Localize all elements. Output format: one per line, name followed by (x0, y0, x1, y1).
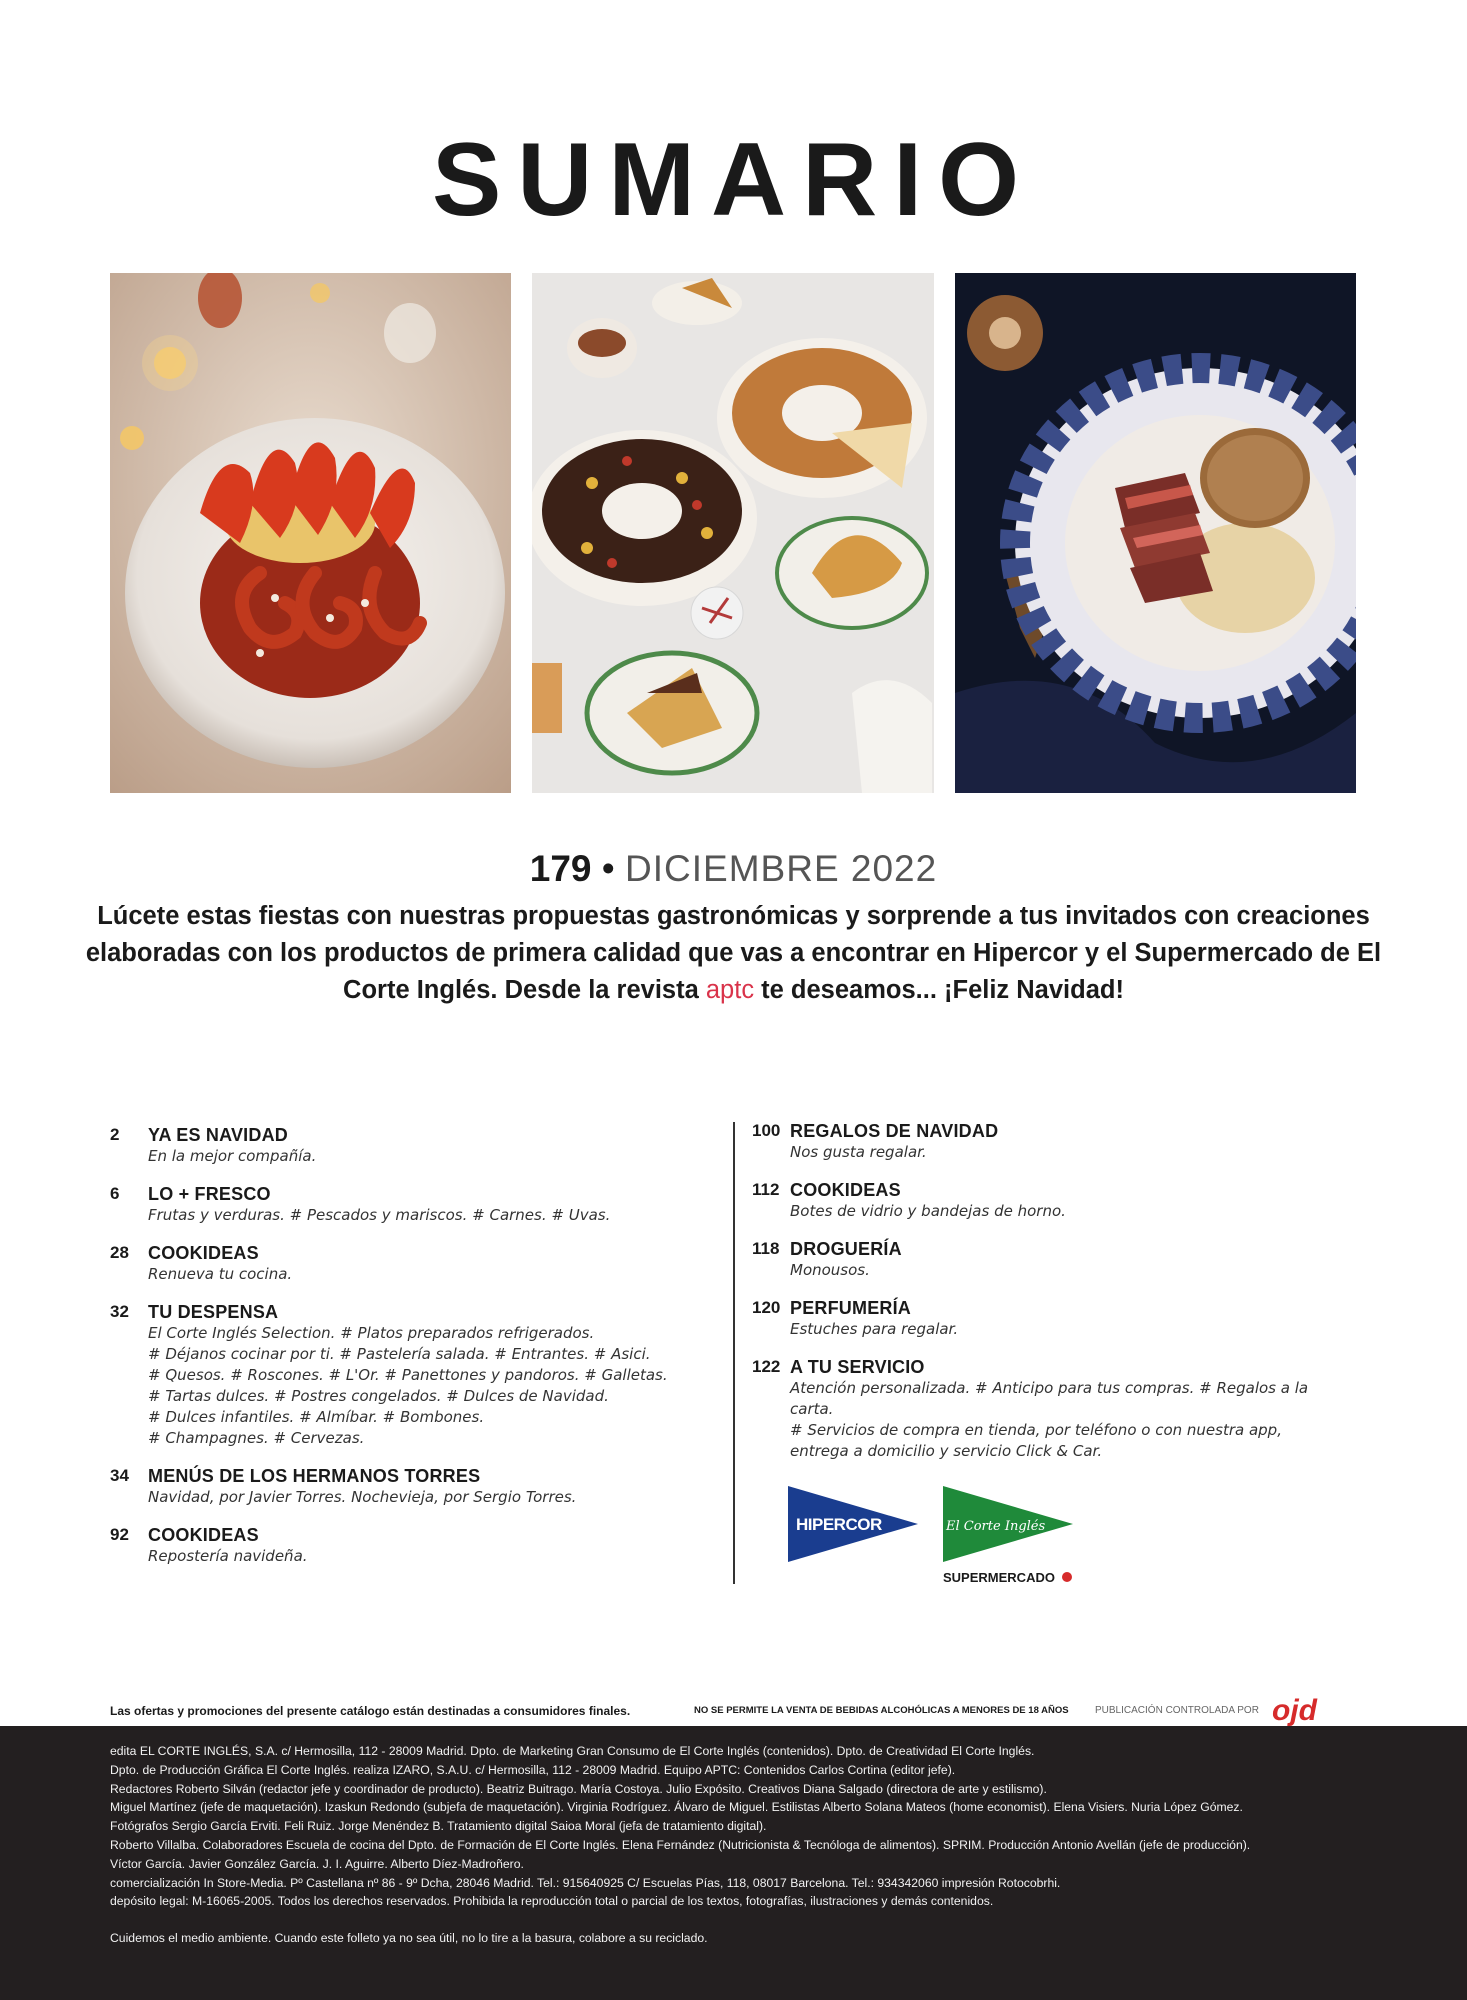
toc-title: LO + FRESCO (148, 1184, 271, 1204)
toc-page-number: 100 (752, 1121, 781, 1140)
el-corte-ingles-logo (943, 1486, 1073, 1585)
toc-title: COOKIDEAS (148, 1525, 259, 1545)
toc-title: COOKIDEAS (148, 1243, 259, 1263)
intro-paragraph (60, 898, 1407, 1009)
toc-entry[interactable] (110, 1183, 710, 1226)
toc-entry[interactable] (110, 1301, 710, 1449)
toc-description: Frutas y verduras. # Pescados y mariscos. # Carnes. # Uvas. (148, 1206, 611, 1224)
toc-title: YA ES NAVIDAD (148, 1125, 288, 1145)
ojd-label: ojd (1272, 1694, 1317, 1726)
controlled-by-label: PUBLICACIÓN CONTROLADA POR (1095, 1705, 1259, 1716)
footer-notices (110, 1694, 1360, 1726)
credits-line: Fotógrafos Sergio García Erviti. Feli Ruiz. Jorge Menéndez B. Tratamiento digital Saioa Moral (jefa de tratamiento digital). (110, 1819, 767, 1834)
environment-notice: Cuidemos el medio ambiente. Cuando este folleto ya no sea útil, no lo tire a la basura, colabore a su reciclado. (110, 1931, 708, 1946)
toc-page-number: 118 (752, 1239, 780, 1258)
intro-text-after: te deseamos... ¡Feliz Navidad! (754, 976, 1124, 1004)
toc-description: El Corte Inglés Selection. # Platos preparados refrigerados. # Déjanos cocinar por ti. # Pastelería salada. # Entrantes. # Asici. # Quesos. # Roscones. # L'Or. # Panettones y pandoros. # Galletas. # Tartas dulces. # Postres congelados. # Dulces de Navidad. # Dulces infantiles. # Almíbar. # Bombones. # Champagnes. # Cervezas. (148, 1324, 668, 1447)
store-logos (788, 1486, 1088, 1586)
toc-page-number: 6 (110, 1184, 120, 1203)
toc-page-number: 122 (752, 1357, 781, 1376)
toc-page-number: 34 (110, 1466, 129, 1485)
supermercado-label: SUPERMERCADO (943, 1570, 1055, 1585)
toc-title: DROGUERÍA (790, 1239, 902, 1259)
hipercor-logo (788, 1486, 918, 1562)
toc-left-column (110, 1124, 710, 1583)
credits-line: Roberto Villalba. Colaboradores Escuela de cocina del Dpto. de Formación de El Corte Inglés. Elena Fernández (Nutricionista & Tecnóloga de alimentos). SPRIM. Producción Antonio Avellán (jefe de producción). (110, 1837, 1251, 1852)
toc-title: MENÚS DE LOS HERMANOS TORRES (148, 1466, 481, 1486)
toc-entry[interactable] (110, 1242, 710, 1285)
credits-line: Víctor García. Javier González García. J. I. Aguirre. Alberto Díez-Madroñero. (110, 1856, 524, 1871)
toc-description: Repostería navideña. (148, 1547, 308, 1565)
toc-entry[interactable] (752, 1297, 1352, 1340)
credits-panel (0, 1726, 1467, 2000)
page-title: SUMARIO (431, 122, 1036, 238)
photo-prawns-octopus (110, 273, 511, 793)
toc-entry[interactable] (752, 1356, 1352, 1462)
issue-number: 179 (529, 848, 592, 889)
toc-page-number: 92 (110, 1525, 129, 1544)
toc-entry[interactable] (110, 1524, 710, 1567)
hipercor-label: HIPERCOR (796, 1515, 882, 1534)
toc-page-number: 32 (110, 1302, 129, 1321)
credits-line: depósito legal: M-16065-2005. Todos los derechos reservados. Prohibida la reproducción total o parcial de los textos, fotografías, ilustraciones y demás contenidos. (110, 1894, 994, 1909)
issue-separator: • (601, 848, 615, 889)
column-divider (733, 1122, 735, 1584)
toc-page-number: 112 (752, 1180, 780, 1199)
photo-steak (955, 273, 1356, 793)
toc-title: COOKIDEAS (790, 1180, 901, 1200)
toc-description: En la mejor compañía. (148, 1147, 317, 1165)
credits-line: Redactores Roberto Silván (redactor jefe y coordinador de producto). Beatriz Buitrago. María Costoya. Julio Expósito. Creativos Diana Salgado (directora de arte y estilismo). (110, 1781, 1047, 1796)
credits-line: Dpto. de Producción Gráfica El Corte Inglés. realiza IZARO, S.A.U. c/ Hermosilla, 112 - 28009 Madrid. Equipo APTC: Contenidos Carlos Cortina (editor jefe). (110, 1762, 956, 1777)
toc-description: Navidad, por Javier Torres. Nochevieja, por Sergio Torres. (148, 1488, 577, 1506)
credits-line: edita EL CORTE INGLÉS, S.A. c/ Hermosilla, 112 - 28009 Madrid. Dpto. de Marketing Gran Consumo de El Corte Inglés (contenidos). Dpto. de Creatividad El Corte Inglés. (110, 1744, 1035, 1758)
toc-description: Botes de vidrio y bandejas de horno. (790, 1202, 1066, 1220)
photo-roscones (532, 273, 934, 793)
toc-entry[interactable] (752, 1179, 1352, 1222)
alcohol-notice: NO SE PERMITE LA VENTA DE BEBIDAS ALCOHÓLICAS A MENORES DE 18 AÑOS (694, 1705, 1069, 1716)
ojd-logo (1270, 1694, 1350, 1726)
offers-notice: Las ofertas y promociones del presente catálogo están destinadas a consumidores finales. (110, 1704, 631, 1718)
toc-page-number: 120 (752, 1298, 781, 1317)
toc-page-number: 28 (110, 1243, 129, 1262)
toc-right-column (752, 1120, 1352, 1478)
toc-entry[interactable] (752, 1120, 1352, 1163)
toc-description: Nos gusta regalar. (790, 1143, 927, 1161)
toc-entry[interactable] (110, 1465, 710, 1508)
toc-title: A TU SERVICIO (790, 1357, 925, 1377)
toc-entry[interactable] (752, 1238, 1352, 1281)
credits-line: Miguel Martínez (jefe de maquetación). Izaskun Redondo (subjefa de maquetación). Virginia Rodríguez. Álvaro de Miguel. Estilistas Alberto Solana Mateos (home economist). Elena Visiers. Nuria López Gómez. (110, 1800, 1243, 1815)
intro-text-before: Lúcete estas fiestas con nuestras propuestas gastronómicas y sorprende a tus invitados con creaciones elaboradas con los productos de primera calidad que vas a encontrar en Hipercor y el Supermercado de El Corte Inglés. Desde la revista (85, 902, 1382, 1004)
aptc-brand: aptc (705, 976, 755, 1004)
issue-heading (0, 850, 1467, 887)
toc-description: Renueva tu cocina. (148, 1265, 293, 1283)
toc-description: Atención personalizada. # Anticipo para tus compras. # Regalos a la carta. # Servicios de compra en tienda, por teléfono o con nuestra app, entrega a domicilio y servicio Click & Car. (790, 1379, 1309, 1460)
toc-title: REGALOS DE NAVIDAD (790, 1121, 999, 1141)
toc-title: TU DESPENSA (148, 1302, 279, 1322)
corte-ingles-label: El Corte Inglés (946, 1519, 1046, 1534)
toc-description: Estuches para regalar. (790, 1320, 959, 1338)
toc-description: Monousos. (790, 1261, 870, 1279)
toc-title: PERFUMERÍA (790, 1298, 912, 1318)
toc-page-number: 2 (110, 1125, 120, 1144)
toc-entry[interactable] (110, 1124, 710, 1167)
credits-line: comercialización In Store-Media. Pº Castellana nº 86 - 9º Dcha, 28046 Madrid. Tel.: 915640925 C/ Escuelas Pías, 118, 08017 Barcelona. Tel.: 934342060 impresión Rotocobrhi. (110, 1875, 1061, 1890)
issue-month: DICIEMBRE 2022 (625, 848, 938, 889)
apple-icon (1062, 1572, 1072, 1582)
